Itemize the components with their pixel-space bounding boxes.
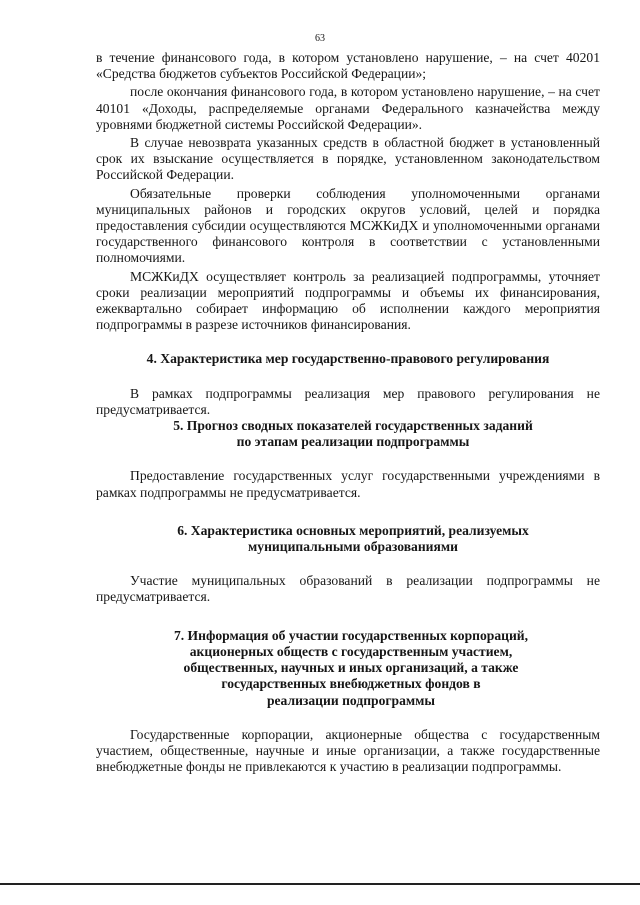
section-4-text: В рамках подпрограммы реализация мер правового регулирования не предусматривается. [96,385,600,417]
document-body [96,50,600,775]
paragraph-mandatory-checks: Обязательные проверки соблюдения уполномоченными органами муниципальных районов и городских округов условий, целей и порядка предоставления субсидии осуществляются МСЖКиДХ и уполномоченными органами государственного финансового контроля в соответствии с установленными полномочиями. [96,185,600,266]
section-5-heading-line-1: 5. Прогноз сводных показателей государственных заданий [173,418,533,434]
paragraph-violation-current-year: в течение финансового года, в котором установлено нарушение, – на счет 40201 «Средства бюджетов субъектов Российской Федерации»; [96,50,600,82]
section-7-heading [96,628,600,709]
paragraph-violation-after-year: после окончания финансового года, в котором установлено нарушение, – на счет 40101 «Доходы, распределяемые органами Федерального казначейства между уровнями бюджетной системы Российской Федерации». [96,84,600,132]
section-4-heading: 4. Характеристика мер государственно-правового регулирования [146,351,550,367]
section-7-heading-line-4: государственных внебюджетных фондов в [221,676,481,692]
section-7-heading-line-3: общественных, научных и иных организаций, а также [183,660,519,676]
paragraph-control: МСЖКиДХ осуществляет контроль за реализацией подпрограммы, уточняет сроки реализации мероприятий подпрограммы и объемы их финансирования, ежеквартально собирает информацию об исполнении каждого мероприятия подпрограммы в разрезе источников финансирования. [96,268,600,333]
section-6-heading-line-2: муниципальными образованиями [248,539,458,555]
section-6-heading [96,523,600,555]
page-number: 63 [315,33,325,44]
page-bottom-rule [0,883,640,885]
section-7-heading-line-5: реализации подпрограммы [266,692,436,708]
section-7-text: Государственные корпорации, акционерные общества с государственным участием, общественные, научные и иные организации, а также государственные внебюджетные фонды не привлекаются к участию в реализации подпрограммы. [96,726,600,775]
section-7-heading-line-1: 7. Информация об участии государственных корпораций, [173,627,529,643]
section-6-heading-line-1: 6. Характеристика основных мероприятий, реализуемых [177,522,529,538]
section-6-text: Участие муниципальных образований в реализации подпрограммы не предусматривается. [96,573,600,605]
paragraph-recovery: В случае невозврата указанных средств в областной бюджет в установленный срок их взыскание осуществляется в порядке, установленном законодательством Российской Федерации. [96,135,600,183]
section-5-heading-line-2: по этапам реализации подпрограммы [236,434,470,450]
section-7-heading-line-2: акционерных обществ с государственным участием, [189,643,513,659]
section-5-text: Предоставление государственных услуг государственными учреждениями в рамках подпрограммы не предусматривается. [96,468,600,500]
section-5-heading [96,418,600,450]
